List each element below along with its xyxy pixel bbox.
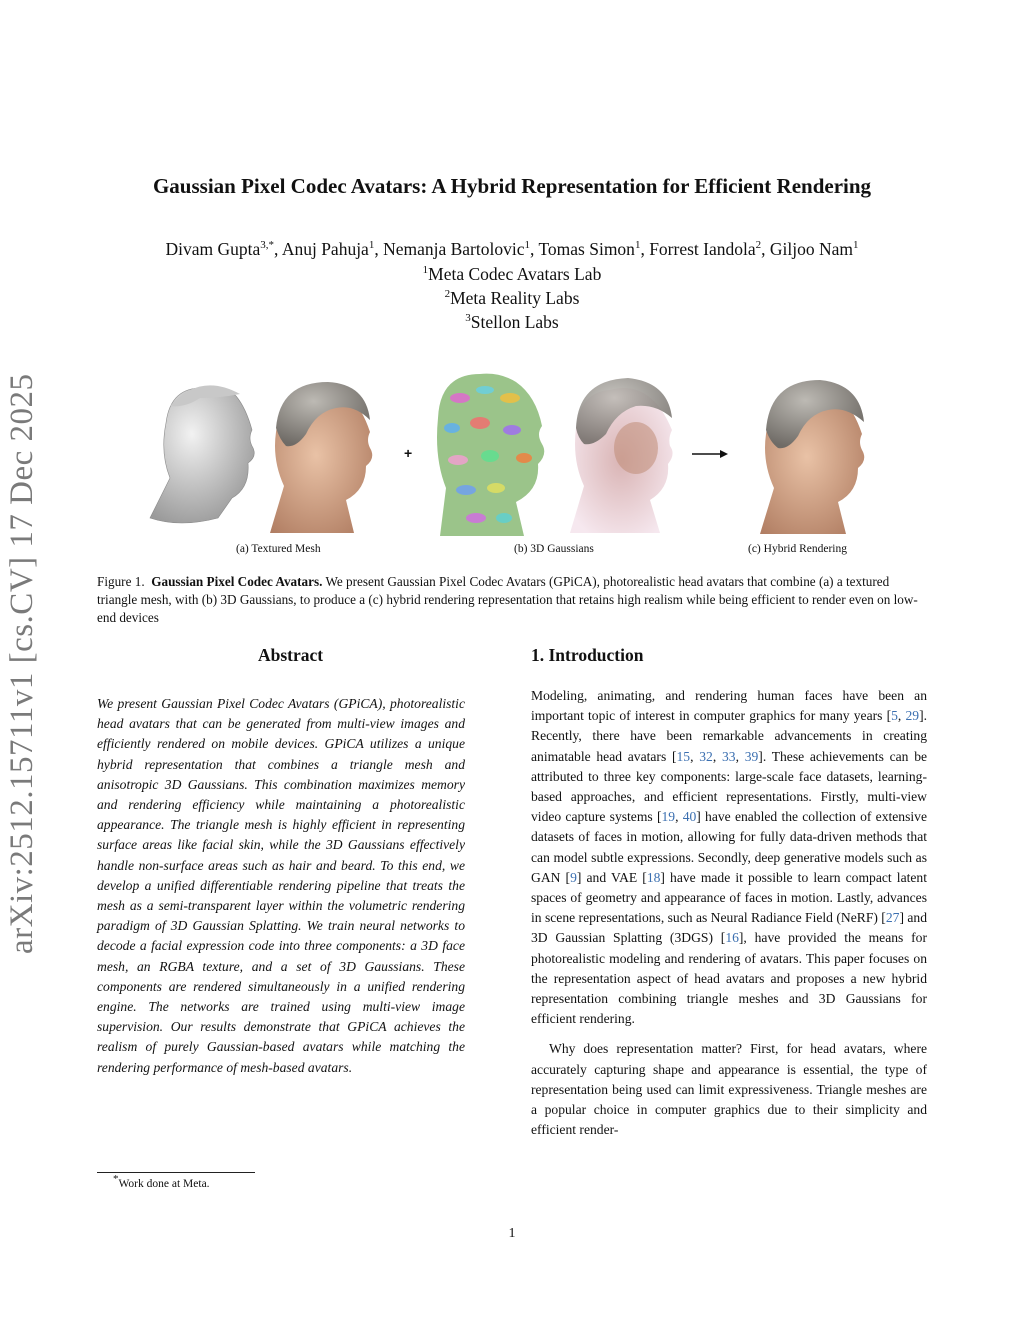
introduction-heading: 1. Introduction: [531, 645, 644, 665]
author-name: Anuj Pahuja: [281, 239, 369, 259]
author-affiliation-sup: 1: [634, 239, 641, 252]
author-affiliation-sup: 2: [755, 239, 762, 252]
gaussian-splat-head-image: [570, 378, 673, 533]
plus-sign: +: [404, 445, 413, 461]
author-affiliation-sup: 3,*: [260, 239, 275, 252]
affiliation-1-name: Meta Codec Avatars Lab: [428, 264, 602, 284]
author-name: Giljoo Nam: [769, 239, 853, 259]
subcaption-a: (a) Textured Mesh: [236, 543, 321, 555]
citation-link[interactable]: 15: [676, 748, 691, 764]
arxiv-stamp: arXiv:2512.15711v1 [cs.CV] 17 Dec 2025: [4, 373, 40, 954]
affiliation-3-sup: 3: [465, 312, 471, 325]
citation-link[interactable]: 19: [661, 809, 676, 825]
abstract-body: We present Gaussian Pixel Codec Avatars (GPiCA), photorealistic head avatars that can be generated from multi-view images and efficiently rendered on mobile devices. GPiCA utilizes a unique hybrid representation that combines a triangle mesh and anisotropic 3D Gaussians. This combination maximizes memory and rendering efficiency while maintaining a photorealistic appearance. The triangle mesh is highly efficient in representing surface areas like facial skin, while the 3D Gaussians effectively handle non-surface areas such as hair and beard. To this end, we develop a unified differentiable rendering pipeline that treats the mesh as a semi-transparent layer within the volumetric rendering paradigm of 3D Gaussian Splatting. We train neural networks to decode a facial expression code into three components: a 3D face mesh, an RGBA texture, and a set of 3D Gaussians. These components are rendered simultaneously in a unified rendering engine. The networks are trained using multi-view image supervision. Our results demonstrate that GPiCA achieves the realism of purely Gaussian-based avatars while matching the rendering performance of mesh-based avatars.: [97, 696, 465, 1075]
subcaption-c: (c) Hybrid Rendering: [748, 543, 847, 555]
gaussian-ellipsoid-head-image: [437, 374, 544, 536]
author-name: Divam Gupta: [165, 239, 261, 259]
footnote: [113, 1173, 210, 1190]
citation-link[interactable]: 18: [646, 869, 661, 885]
caption-text: We present Gaussian Pixel Codec Avatars (GPiCA), photorealistic head avatars that combine (a) a textured triangle mesh, with (b) 3D Gaussians, to produce a (c) hybrid rendering representation that retains high realism while being efficient to render even on low-end devices: [97, 574, 918, 625]
footnote-text: Work done at Meta.: [118, 1178, 210, 1190]
introduction-body: [531, 686, 927, 1150]
author-list: Divam Gupta$^{3,*}$, Anuj Pahuja$^1$, Nemanja Bartolovic$^1$, Tomas Simon$^1$, Forrest Iandola$^2$, Giljoo Nam$^1$: [165, 239, 859, 259]
abstract-heading: Abstract: [258, 645, 324, 665]
author-affiliation-sup: 1: [853, 239, 859, 252]
author-affiliation-sup: 1: [524, 239, 530, 252]
citation-link[interactable]: 9: [570, 869, 577, 885]
affiliation-1: [0, 264, 1024, 285]
textured-head-image: [270, 382, 372, 533]
author-name: Nemanja Bartolovic: [383, 239, 525, 259]
citation-link[interactable]: 39: [744, 748, 759, 764]
citation-link[interactable]: 29: [905, 708, 920, 724]
citation-link[interactable]: 40: [682, 809, 697, 825]
affiliation-2-name: Meta Reality Labs: [450, 288, 580, 308]
author-name: Tomas Simon: [538, 239, 635, 259]
author-affiliation-sup: 1: [368, 239, 375, 252]
citation-link[interactable]: 16: [725, 930, 739, 946]
citation-link[interactable]: 5: [891, 708, 898, 724]
figure-1-caption: [97, 573, 927, 627]
affiliation-2: [0, 288, 1024, 309]
citation-link[interactable]: 33: [721, 748, 736, 764]
hybrid-rendering-head-image: [760, 380, 864, 534]
figure-1-images: [140, 368, 900, 538]
footnote-mark: *: [113, 1173, 119, 1186]
footnote-rule: [97, 1172, 255, 1173]
intro-paragraph-1: Modeling, animating, and rendering human faces have been an important topic of interest in computer graphics for many years [5, 29]. Recently, there have been remarkable advancements in creating animatable head avatars [15, 32, 33, 39]. These achievements can be attributed to three key components: large-scale face datasets, learning-based approaches, and efficient representations. Firstly, multi-view video capture systems [19, 40] have enabled the collection of extensive datasets of faces in motion, allowing for fully data-driven methods that can model subtle expressions. Secondly, deep generative models such as GAN [9] and VAE [18] have made it possible to learn compact latent spaces of geometry and appearance of faces in motion. Lastly, advances in scene representations, such as Neural Radiance Field (NeRF) [27] and 3D Gaussian Splatting (3DGS) [16], have provided the means for photorealistic modeling and rendering of avatars. This paper focuses on the representation aspect of head avatars and proposes a new hybrid representation combining triangle meshes and 3D Gaussians for efficient rendering.: [531, 688, 928, 1027]
paper-title: Gaussian Pixel Codec Avatars: A Hybrid Representation for Efficient Rendering: [152, 174, 872, 198]
affiliation-3: [0, 312, 1024, 333]
affiliation-2-sup: 2: [444, 288, 451, 301]
mesh-head-image: [150, 385, 254, 523]
author-name: Forrest Iandola: [649, 239, 756, 259]
citation-link[interactable]: 32: [699, 748, 713, 764]
caption-bold-title: Gaussian Pixel Codec Avatars.: [151, 574, 323, 589]
affiliation-1-sup: 1: [422, 264, 429, 277]
caption-label: Figure 1.: [97, 574, 145, 589]
affiliation-3-name: Stellon Labs: [470, 312, 559, 332]
subcaption-b: (b) 3D Gaussians: [514, 543, 594, 555]
arrow-right-icon: [692, 450, 728, 458]
page-number: 1: [508, 1226, 516, 1241]
intro-paragraph-2: Why does representation matter? First, for head avatars, where accurately capturing shape and appearance is essential, the type of representation being used can limit expressiveness. Triangle meshes are a popular choice in computer graphics due to their simplicity and efficient render-: [531, 1041, 927, 1138]
citation-link[interactable]: 27: [885, 910, 900, 926]
